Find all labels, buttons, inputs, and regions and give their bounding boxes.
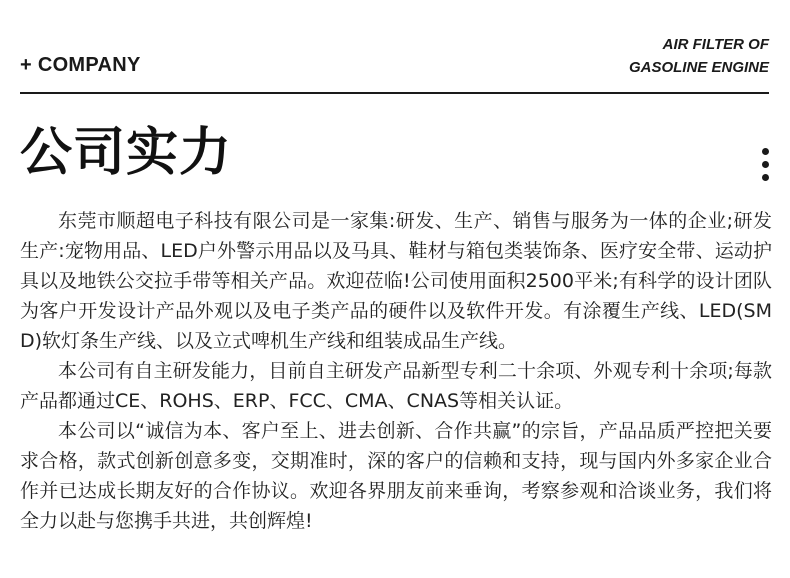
subtitle-line-1: AIR FILTER OF [662, 36, 769, 53]
page-title: 公司实力 [20, 122, 233, 183]
paragraph-intro: 东莞市顺超电子科技有限公司是一家集:研发、生产、销售与服务为一体的企业;研发生产:宠物用品、LED户外警示用品以及马具、鞋材与箱包类装饰条、医疗安全带、运动护具以及地铁公交拉手带等相关产品。欢迎莅临!公司使用面积2500平米;有科学的设计团队为客户开发设计产品外观以及电子类产品的硬件以及软件开发。有涂覆生产线、LED(SMD)软灯条生产线、以及立式啤机生产线和组装成品生产线。 [20, 210, 772, 352]
paragraph-mission: 本公司以“诚信为本、客户至上、进去创新、合作共赢”的宗旨，产品品质严控把关要求合格，款式创新创意多变，交期准时，深的客户的信赖和支持，现与国内外多家企业合作并已达成长期友好的合作协议。欢迎各界朋友前来垂询，考察参观和洽谈业务，我们将全力以赴与您携手共进，共创辉煌! [20, 420, 772, 532]
menu-dot [762, 161, 769, 168]
header [20, 0, 769, 94]
menu-dot [762, 148, 769, 155]
header-subtitle [629, 33, 769, 79]
company-description [20, 206, 772, 536]
paragraph-rnd: 本公司有自主研发能力，目前自主研发产品新型专利二十余项、外观专利十余项;每款产品都通过CE、ROHS、ERP、FCC、CMA、CNAS等相关认证。 [20, 360, 772, 412]
more-vertical-icon[interactable] [756, 146, 776, 182]
subtitle-line-2: GASOLINE ENGINE [628, 59, 769, 76]
company-label: + COMPANY [20, 54, 141, 76]
menu-dot [762, 174, 769, 181]
